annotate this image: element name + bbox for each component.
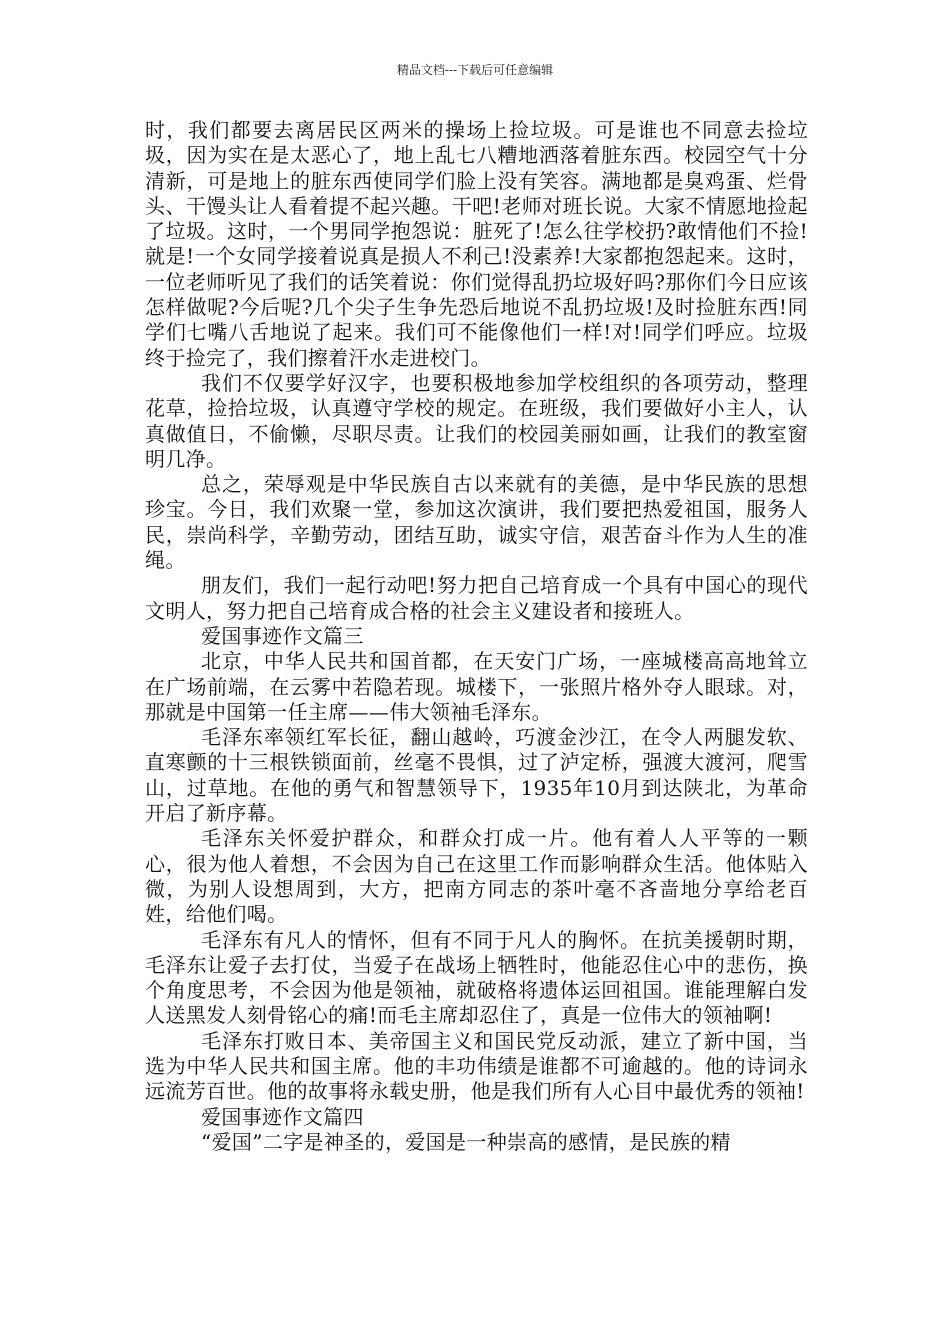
paragraph: “爱国”二字是神圣的，爱国是一种崇高的感情，是民族的精 <box>201 1129 731 1154</box>
paragraph: 我们不仅要学好汉字，也要积极地参加学校组织的各项劳动，整理花草，捡拾垃圾，认真遵守学校的规定。在班级，我们要做好小主人，认真做值日，不偷懒，尽职尽责。让我们的校园美丽如画，让我们的教室窗明几净。 <box>145 370 808 471</box>
section-heading: 爱国事迹作文篇三 <box>201 623 364 648</box>
paragraph: 北京，中华人民共和国首都，在天安门广场，一座城楼高高地耸立在广场前端，在云雾中若隐若现。城楼下，一张照片格外夺人眼球。对，那就是中国第一任主席——伟大领袖毛泽东。 <box>145 649 808 724</box>
paragraph: 朋友们，我们一起行动吧!努力把自己培育成一个具有中国心的现代文明人，努力把自己培育成合格的社会主义建设者和接班人。 <box>145 573 808 623</box>
document-body <box>145 118 808 1155</box>
paragraph: 毛泽东有凡人的情怀，但有不同于凡人的胸怀。在抗美援朝时期，毛泽东让爱子去打仗，当爱子在战场上牺牲时，他能忍住心中的悲伤，换个角度思考，不会因为他是领袖，就破格将遗体运回祖国。谁能理解白发人送黑发人刻骨铭心的痛!而毛主席却忍住了，真是一位伟大的领袖啊! <box>145 927 808 1028</box>
paragraph: 总之，荣辱观是中华民族自古以来就有的美德，是中华民族的思想珍宝。今日，我们欢聚一堂，参加这次演讲，我们要把热爱祖国，服务人民，崇尚科学，辛勤劳动，团结互助，诚实守信，艰苦奋斗作为人生的准绳。 <box>145 472 808 573</box>
paragraph: 毛泽东打败日本、美帝国主义和国民党反动派，建立了新中国，当选为中华人民共和国主席。他的丰功伟绩是谁都不可逾越的。他的诗词永远流芳百世。他的故事将永载史册，他是我们所有人心目中最优秀的领袖! <box>145 1028 808 1104</box>
page-header: 精品文档---下载后可任意编辑 <box>396 63 554 77</box>
paragraph: 毛泽东率领红军长征，翻山越岭，巧渡金沙江，在令人两腿发软、直寒颤的十三根铁锁面前，丝毫不畏惧，过了泸定桥，强渡大渡河，爬雪山，过草地。在他的勇气和智慧领导下，1935年10月到达陕北，为革命开启了新序幕。 <box>145 725 808 826</box>
paragraph: 毛泽东关怀爱护群众，和群众打成一片。他有着人人平等的一颗心，很为他人着想，不会因为自己在这里工作而影响群众生活。他体贴入微，为别人设想周到，大方，把南方同志的茶叶毫不吝啬地分享给老百姓，给他们喝。 <box>145 826 808 927</box>
paragraph: 时，我们都要去离居民区两米的操场上捡垃圾。可是谁也不同意去捡垃圾，因为实在是太恶心了，地上乱七八糟地洒落着脏东西。校园空气十分清新，可是地上的脏东西使同学们脸上没有笑容。满地都是臭鸡蛋、烂骨头、干馒头让人看着提不起兴趣。干吧!老师对班长说。大家不情愿地捡起了垃圾。这时，一个男同学抱怨说：脏死了!怎么往学校扔?敢情他们不捡!就是!一个女同学接着说真是损人不利己!没素养!大家都抱怨起来。这时，一位老师听见了我们的话笑着说：你们觉得乱扔垃圾好吗?那你们今日应该怎样做呢?今后呢?几个尖子生争先恐后地说不乱扔垃圾!及时捡脏东西!同学们七嘴八舌地说了起来。我们可不能像他们一样!对!同学们呼应。垃圾终于捡完了，我们擦着汗水走进校门。 <box>145 118 808 370</box>
section-heading: 爱国事迹作文篇四 <box>201 1104 364 1129</box>
